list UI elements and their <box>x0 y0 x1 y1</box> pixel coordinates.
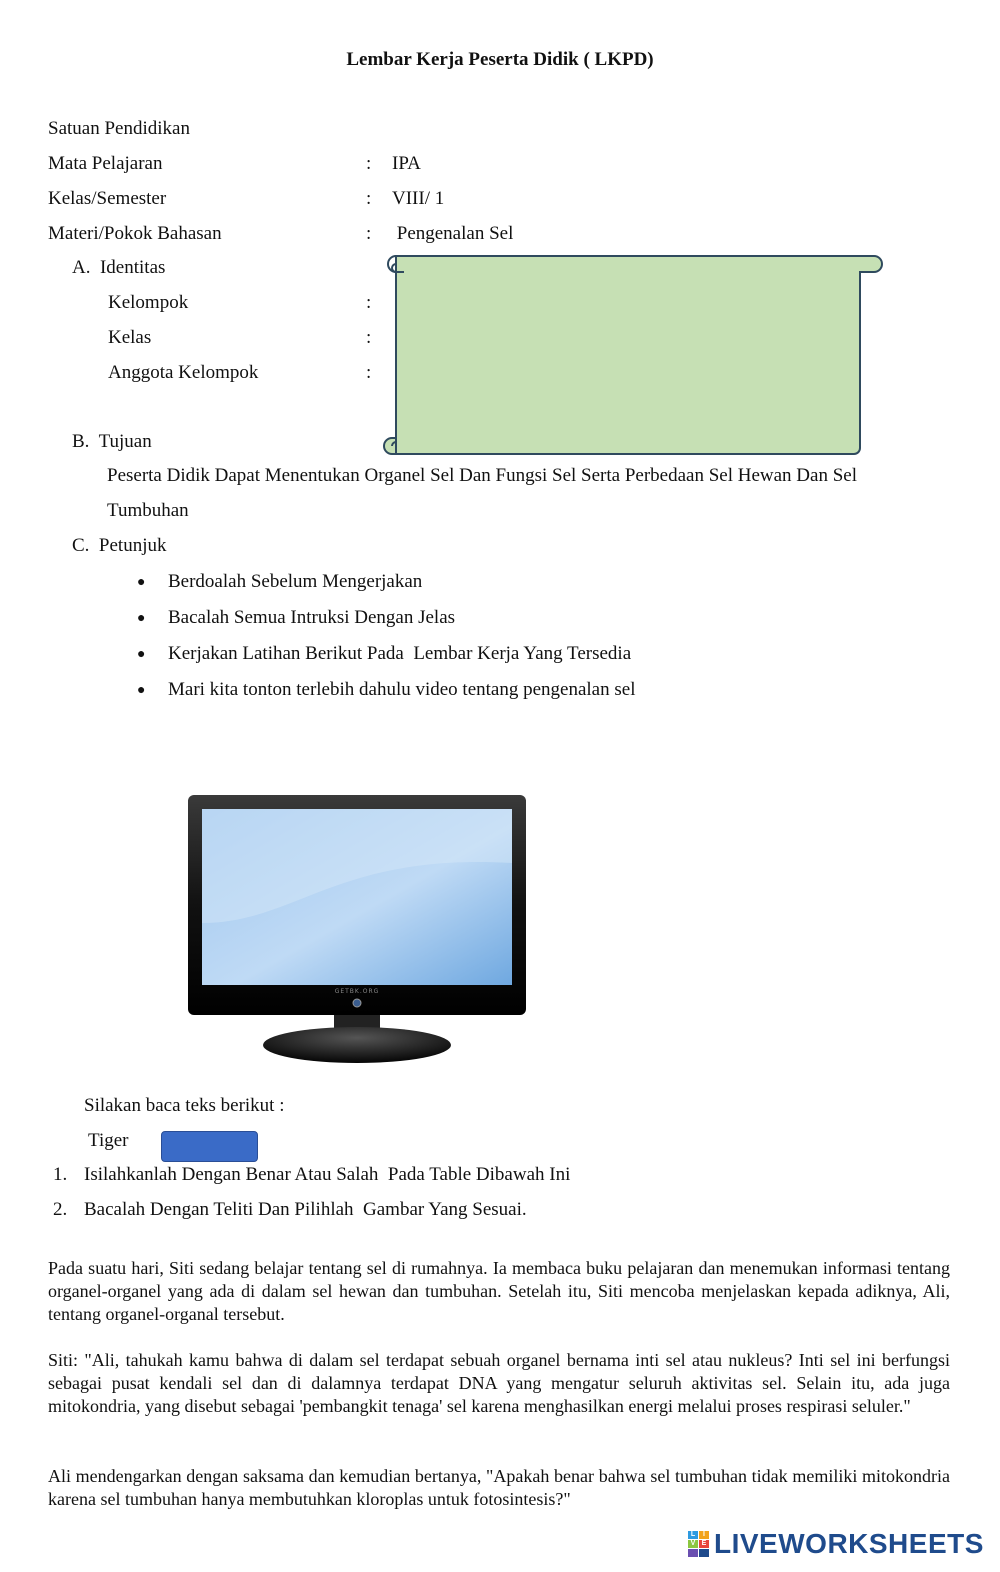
petunjuk-item: Mari kita tonton terlebih dahulu video tentang pengenalan sel <box>168 679 636 700</box>
tujuan-text-line2: Tumbuhan <box>107 500 189 521</box>
section-c-heading: C. Petunjuk <box>72 535 167 556</box>
identitas-colon-kelas: : <box>366 327 372 348</box>
info-colon-materi: : <box>366 223 372 244</box>
section-a-heading: A. Identitas <box>72 257 166 278</box>
numbered-item-number: 1. <box>53 1164 68 1185</box>
info-label-kelas-semester: Kelas/Semester <box>48 188 167 209</box>
bullet-icon: ● <box>137 647 146 662</box>
info-colon-kelas-semester: : <box>366 188 372 209</box>
info-value-kelas-semester: VIII/ 1 <box>392 188 445 209</box>
tujuan-text-line1: Peserta Didik Dapat Menentukan Organel Sel Dan Fungsi Sel Serta Perbedaan Sel Hewan Dan Sel <box>107 465 857 486</box>
liveworksheets-logo-icon <box>688 1531 710 1557</box>
logo-letter-v: V <box>688 1540 698 1548</box>
identitas-label-anggota: Anggota Kelompok <box>108 362 259 383</box>
read-text-instruction: Silakan baca teks berikut : <box>84 1095 285 1116</box>
section-b-heading: B. Tujuan <box>72 431 152 452</box>
liveworksheets-brand: LIVEWORKSHEETS <box>714 1528 984 1559</box>
story-paragraph: Siti: "Ali, tahukah kamu bahwa di dalam sel terdapat sebuah organel bernama inti sel atau nukleus? Inti sel ini berfungsi sebagai pusat kendali sel dan di dalamnya terdapat DNA yang mengatur seluruh aktivitas sel. Selain itu, ada juga mitokondria, yang disebut sebagai 'pembangkit tenaga' sel karena menghasilkan energi melalui proses respirasi seluler." <box>48 1350 950 1416</box>
identitas-colon-anggota: : <box>366 362 372 383</box>
petunjuk-item: Bacalah Semua Intruksi Dengan Jelas <box>168 607 456 628</box>
story-paragraph: Ali mendengarkan dengan saksama dan kemudian bertanya, "Apakah benar bahwa sel tumbuhan tidak memiliki mitokondria karena sel tumbuhan hanya membutuhkan kloroplas untuk fotosintesis?" <box>48 1466 950 1509</box>
info-label-satuan: Satuan Pendidikan <box>48 118 190 139</box>
page-title: Lembar Kerja Peserta Didik ( LKPD) <box>346 49 654 70</box>
story-paragraph: Pada suatu hari, Siti sedang belajar tentang sel di rumahnya. Ia membaca buku pelajaran dan menemukan informasi tentang organel-organel yang ada di dalam sel hewan dan tumbuhan. Setelah itu, Siti mencoba menjelaskan kepada adiknya, Ali, tentang organel-organal tersebut. <box>48 1258 950 1324</box>
bullet-icon: ● <box>137 683 146 698</box>
numbered-item-number: 2. <box>53 1199 68 1220</box>
logo-tile <box>699 1549 709 1557</box>
liveworksheets-footer[interactable] <box>688 1526 990 1562</box>
info-label-mapel: Mata Pelajaran <box>48 153 163 174</box>
logo-tile <box>688 1549 698 1557</box>
logo-letter-i: I <box>699 1531 709 1539</box>
identitas-label-kelas: Kelas <box>108 327 152 348</box>
info-label-materi: Materi/Pokok Bahasan <box>48 223 222 244</box>
tiger-label: Tiger <box>88 1130 129 1151</box>
identity-answer-scroll[interactable] <box>374 252 884 460</box>
numbered-item-text: Bacalah Dengan Teliti Dan Pilihlah Gambar Yang Sesuai. <box>84 1199 527 1220</box>
video-monitor[interactable] <box>186 793 528 1065</box>
identitas-colon-kelompok: : <box>366 292 372 313</box>
numbered-item-text: Isilahkanlah Dengan Benar Atau Salah Pada Table Dibawah Ini <box>84 1164 571 1185</box>
petunjuk-item: Berdoalah Sebelum Mengerjakan <box>168 571 423 592</box>
info-colon-mapel: : <box>366 153 372 174</box>
petunjuk-item: Kerjakan Latihan Berikut Pada Lembar Kerja Yang Tersedia <box>168 643 632 664</box>
tiger-answer-box[interactable] <box>161 1131 258 1162</box>
identitas-label-kelompok: Kelompok <box>108 292 189 313</box>
bullet-icon: ● <box>137 575 146 590</box>
info-value-mapel: IPA <box>392 153 421 174</box>
bullet-icon: ● <box>137 611 146 626</box>
logo-letter-l: L <box>688 1531 698 1539</box>
monitor-brand-label: GETBK.ORG <box>334 988 380 995</box>
logo-letter-e: E <box>699 1540 709 1548</box>
info-value-materi: Pengenalan Sel <box>392 223 514 244</box>
